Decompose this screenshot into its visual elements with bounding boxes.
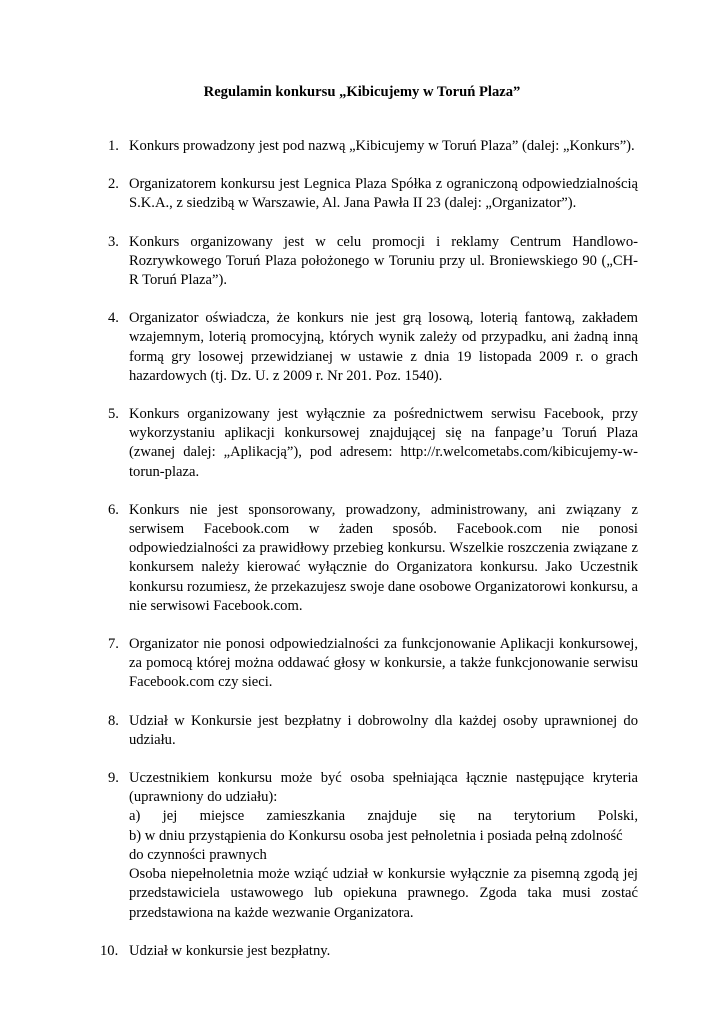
list-item (108, 233, 638, 291)
item-text: Udział w konkursie jest bezpłatny. (129, 942, 331, 959)
item-number: 7. (108, 636, 119, 653)
list-item (108, 769, 638, 923)
item-text: Organizator nie ponosi odpowiedzialności za funkcjonowanie Aplikacji konkursowej, za pomocą której można oddawać głosy w konkursie, a także funkcjonowanie serwisu Facebook.com czy sieci. (129, 636, 638, 691)
list-item (108, 712, 638, 750)
document-title: Regulamin konkursu „Kibicujemy w Toruń Plaza” (203, 84, 521, 100)
item-text: Konkurs organizowany jest wyłącznie za pośrednictwem serwisu Facebook, przy wykorzystaniu aplikacji konkursowej znajdującej się na fanpage’u Toruń Plaza (zwanej dalej: „Aplikacją”), pod adresem: http://r.welcometabs.com/kibicujemy-w-torun-plaza. (129, 406, 638, 480)
list-item (108, 175, 638, 213)
minors-note: Osoba niepełnoletnia może wziąć udział w konkursie wyłącznie za pisemną zgodą jej przedstawiciela ustawowego lub opiekuna prawnego. Zgoda taka musi zostać przedstawiona na każde wezwanie Organizatora. (129, 866, 638, 921)
list-item (108, 635, 638, 693)
item-number: 4. (108, 310, 119, 327)
item-number: 10. (100, 942, 119, 959)
list-item (108, 405, 638, 482)
item-number: 3. (108, 233, 119, 250)
criteria-a: a) jej miejsce zamieszkania znajduje się na terytorium Polski, (129, 808, 638, 825)
item-number: 8. (108, 712, 119, 729)
item-text: Konkurs organizowany jest w celu promocji i reklamy Centrum Handlowo-Rozrywkowego Toruń Plaza położonego w Toruniu przy ul. Broniewskiego 90 („CH-R Toruń Plaza”). (129, 233, 638, 289)
rules-list (100, 137, 638, 961)
item-number: 1. (108, 138, 119, 154)
list-item (108, 137, 638, 156)
item-text: Udział w Konkursie jest bezpłatny i dobrowolny dla każdej osoby uprawnionej do udziału. (129, 712, 638, 748)
item-text: Uczestnikiem konkursu może być osoba spełniająca łącznie następujące kryteria (uprawniony do udziału): (129, 770, 638, 806)
item-text: Organizatorem konkursu jest Legnica Plaza Spółka z ograniczoną odpowiedzialnością S.K.A., z siedzibą w Warszawie, Al. Jana Pawła II 23 (dalej: „Organizator”). (129, 176, 638, 212)
item-number: 6. (108, 501, 119, 518)
item-number: 9. (108, 770, 119, 787)
item-text: Konkurs nie jest sponsorowany, prowadzony, administrowany, ani związany z serwisem Facebook.com w żaden sposób. Facebook.com nie ponosi odpowiedzialności za prawidłowy przebieg konkursu. Wszelkie roszczenia związane z konkursem należy kierować wyłącznie do Organizatora konkursu. Jako Uczestnik konkursu rozumiesz, że przekazujesz swoje dane osobowe Organizatorowi konkursu, a nie serwisowi Facebook.com. (129, 501, 638, 614)
item-number: 2. (108, 176, 119, 193)
criteria-b: b) w dniu przystąpienia do Konkursu osoba jest pełnoletnia i posiada pełną zdolność do czynności prawnych (129, 827, 623, 863)
list-item (108, 309, 638, 386)
list-item (108, 501, 638, 616)
item-text: Konkurs prowadzony jest pod nazwą „Kibicujemy w Toruń Plaza” (dalej: „Konkurs”). (129, 138, 635, 154)
item-number: 5. (108, 406, 119, 423)
item-text: Organizator oświadcza, że konkurs nie jest grą losową, loterią fantową, zakładem wzajemnym, loterią promocyjną, których wynik zależy od przypadku, ani żadną inną formą gry losowej przewidzianej w ustawie z dnia 19 listopada 2009 r. o grach hazardowych (tj. Dz. U. z 2009 r. Nr 201. Poz. 1540). (129, 310, 638, 384)
list-item (100, 942, 638, 961)
